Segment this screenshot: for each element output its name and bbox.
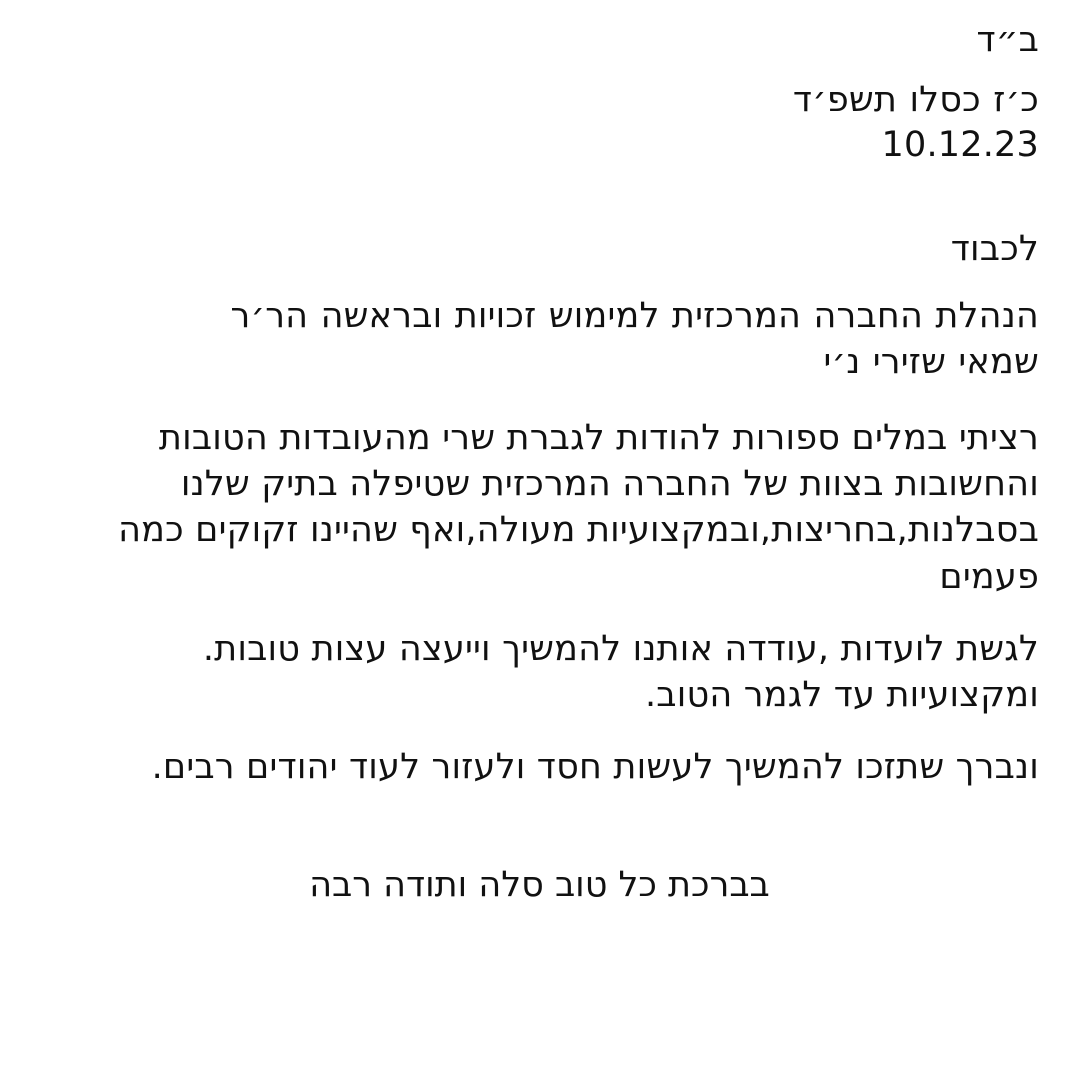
body-paragraph-1: רציתי במלים ספורות להודות לגברת שרי מהעובדות הטובות והחשובות בצוות של החברה המרכזית שטיפלה בתיק שלנו בסבלנות,בחריצות,ובמקצועיות מעולה,ואף שהיינו זקוקים כמה פעמים <box>118 418 1039 597</box>
spacer <box>40 64 1039 78</box>
salutation: לכבוד <box>950 228 1039 269</box>
spacer <box>40 790 1039 862</box>
body-paragraph-3: ונברך שתזכו להמשיך לעשות חסד ולעזור לעוד יהודים רבים. <box>151 747 1039 788</box>
bsd-heading: ב״ד <box>976 20 1039 60</box>
body-paragraph-2: לגשת לועדות ,עודדה אותנו להמשיך וייעצה עצות טובות. ומקצועיות עד לגמר הטוב. <box>202 628 1039 715</box>
hebrew-date: כ׳ז כסלו תשפ׳ד <box>792 79 1039 120</box>
addressee-line-1: הנהלת החברה המרכזית למימוש זכויות ובראשה הר׳ר <box>230 296 1039 336</box>
closing-line: בברכת כל טוב סלה ותודה רבה <box>309 865 770 906</box>
spacer <box>40 169 1039 227</box>
gregorian-date: 10.12.23 <box>881 125 1039 165</box>
addressee-line-2: שמאי שזירי נ׳י <box>823 341 1039 382</box>
